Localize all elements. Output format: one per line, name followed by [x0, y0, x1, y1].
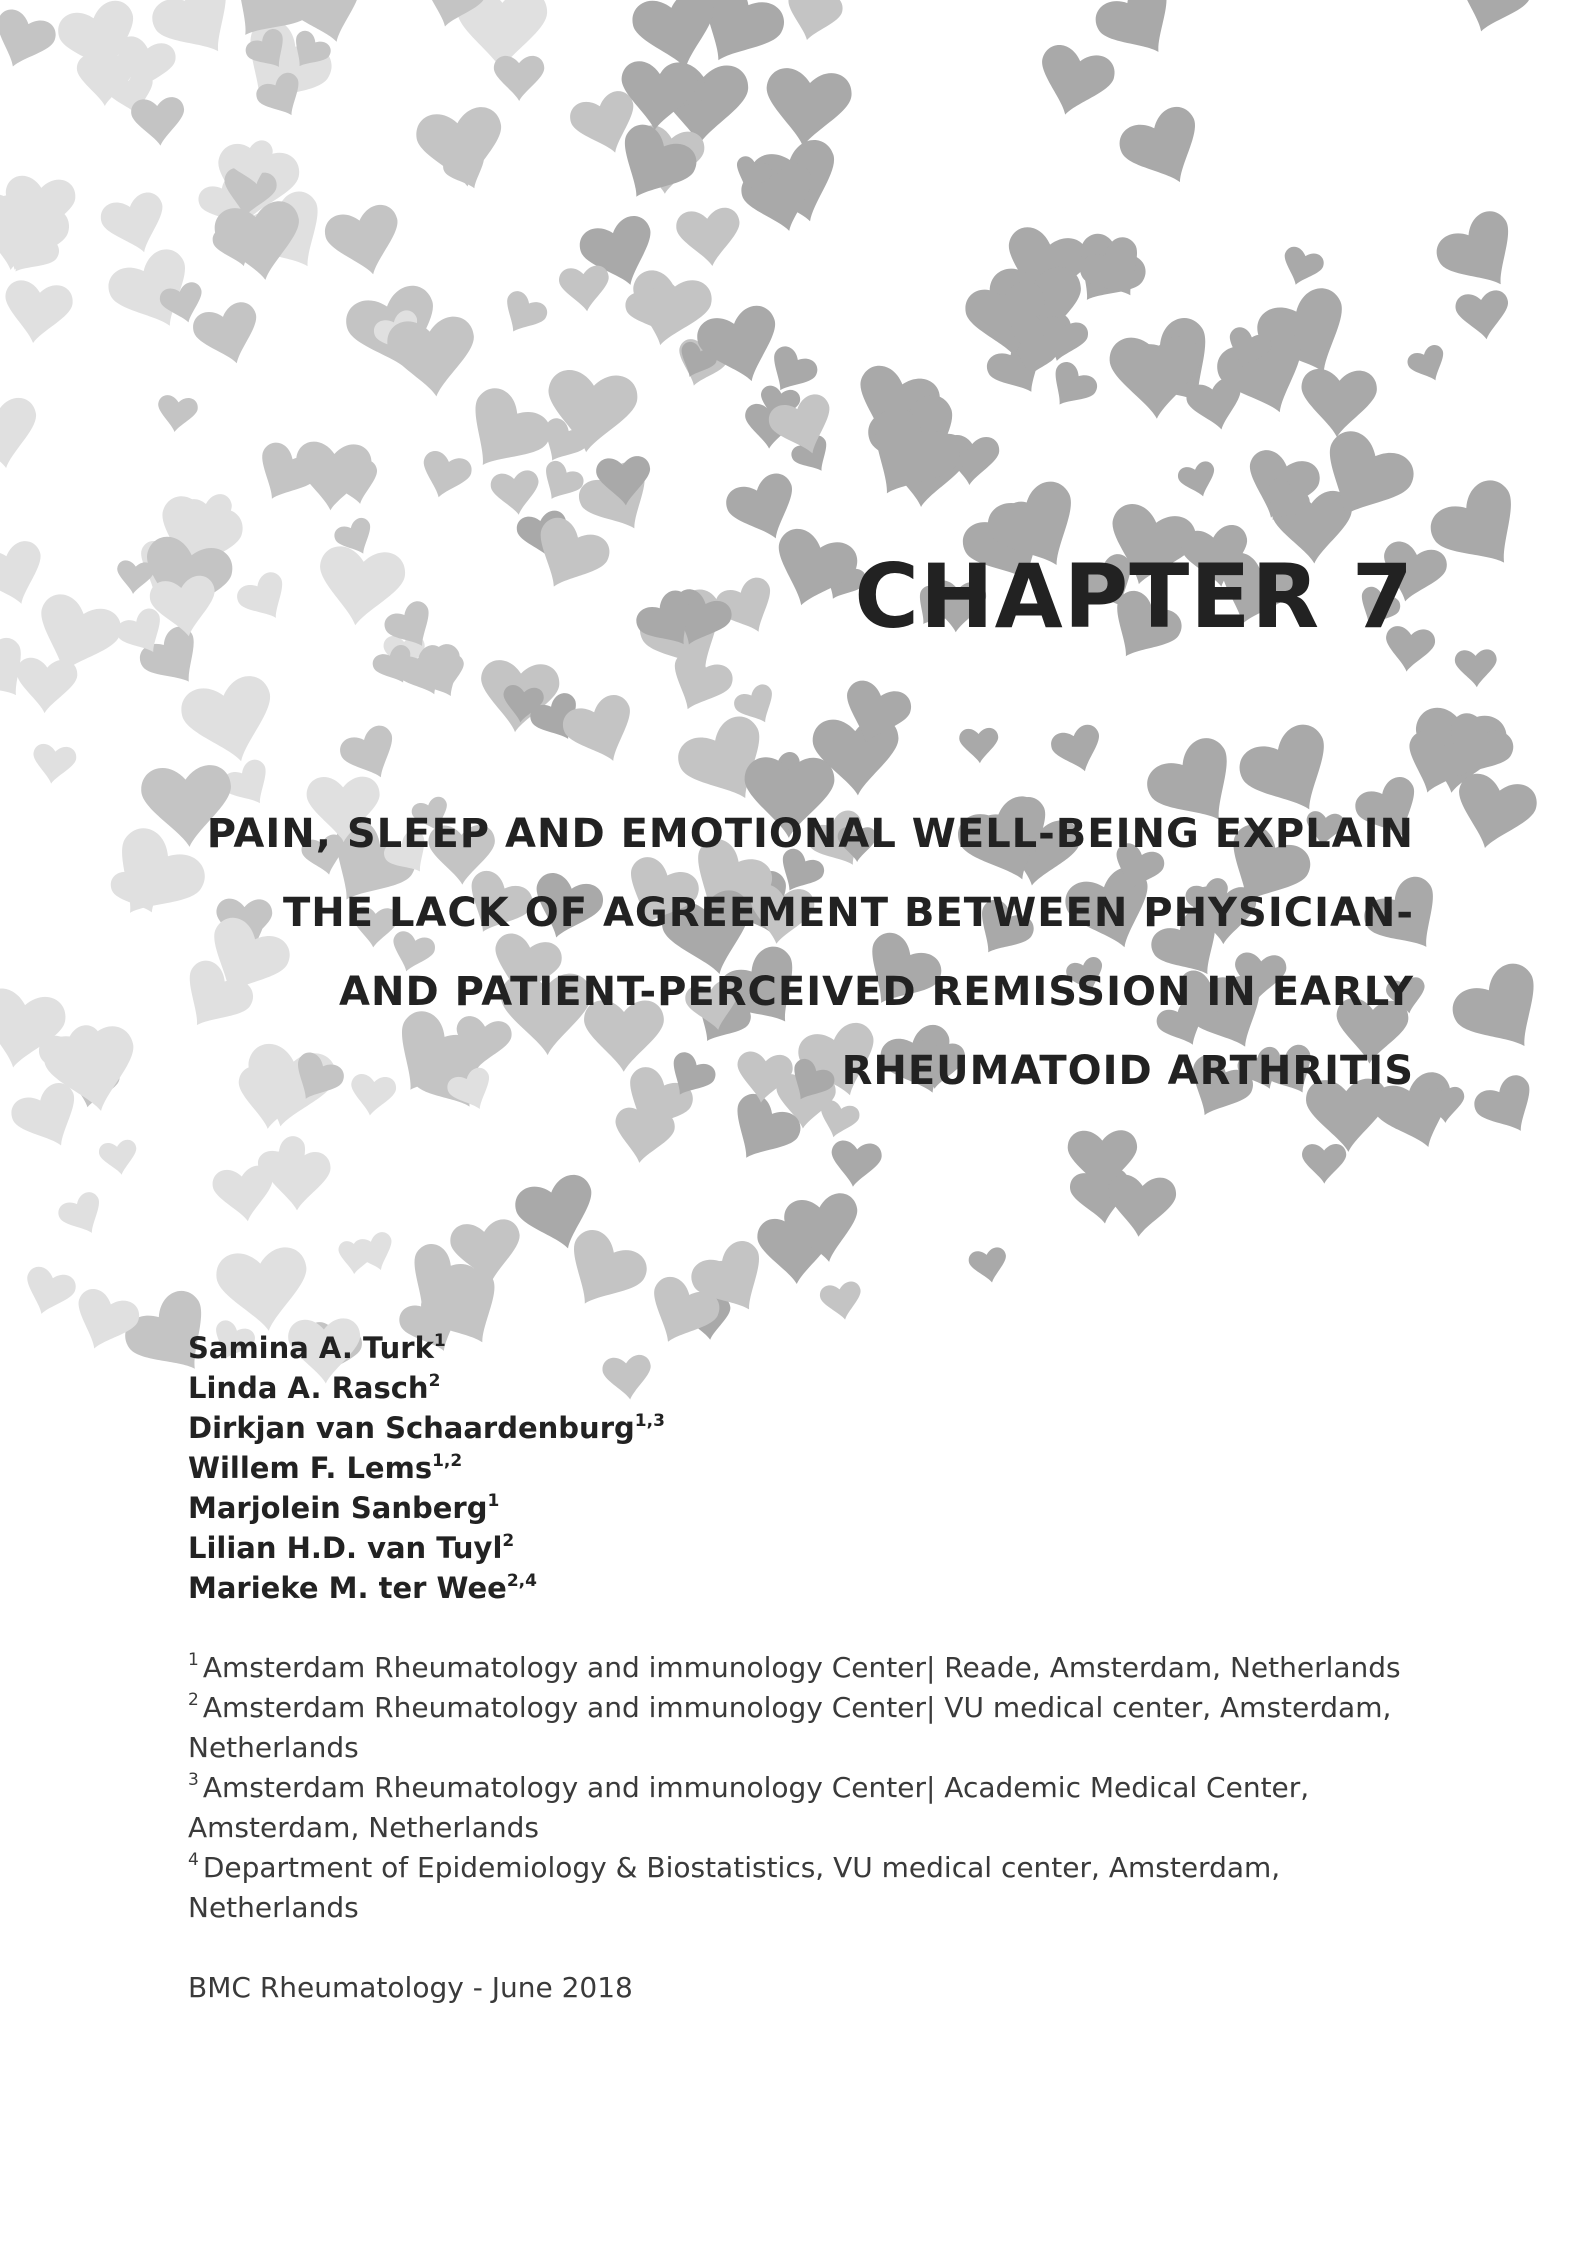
heart-shape	[494, 56, 545, 101]
heart-shape	[148, 574, 221, 642]
heart-shape	[385, 315, 479, 401]
heart-shape	[1302, 1144, 1346, 1184]
affiliation: $^2$ Amsterdam Rheumatology and immunology Center| VU medical center, Amsterdam, Netherlands	[188, 1690, 1392, 1764]
heart-shape	[415, 448, 474, 504]
heart-shape	[413, 104, 509, 193]
author-list	[188, 1328, 665, 1608]
heart-shape	[18, 1264, 79, 1322]
heart-shape	[1113, 101, 1216, 200]
heart-shape	[534, 457, 587, 508]
heart-shape	[967, 1246, 1010, 1286]
heart-shape	[1454, 289, 1513, 343]
author: Willem F. Lems$^{1,2}$	[188, 1451, 463, 1485]
author: Samina A. Turk$^1$	[188, 1331, 446, 1365]
heart-shape	[1030, 41, 1119, 125]
chapter-label: CHAPTER 7	[854, 545, 1414, 648]
citation: BMC Rheumatology - June 2018	[188, 1971, 633, 2004]
heart-shape	[1454, 649, 1497, 688]
author: Linda A. Rasch$^2$	[188, 1371, 441, 1405]
affiliation: $^4$ Department of Epidemiology & Biostatistics, VU medical center, Amsterdam, Netherlands	[188, 1850, 1281, 1924]
heart-shape	[1469, 1070, 1546, 1145]
heart-shape	[558, 264, 612, 313]
heart-shape	[1445, 956, 1562, 1070]
heart-shape	[30, 743, 78, 787]
heart-shape	[0, 278, 75, 347]
heart-shape	[1405, 342, 1453, 388]
heart-shape	[1176, 459, 1221, 501]
author: Dirkjan van Schaardenburg$^{1,3}$	[188, 1411, 665, 1445]
title-line: PAIN, SLEEP AND EMOTIONAL WELL-BEING EXPLAIN	[206, 811, 1414, 857]
heart-shape	[959, 727, 1000, 764]
heart-shape	[494, 287, 550, 342]
heart-shape	[1105, 1173, 1178, 1239]
heart-shape	[828, 1139, 883, 1189]
heart-shape	[489, 469, 542, 518]
heart-shape	[1430, 204, 1534, 305]
heart-shape	[321, 201, 409, 283]
chapter-title	[114, 795, 1414, 1111]
heart-shape	[1447, 0, 1536, 43]
title-line: AND PATIENT-PERCEIVED REMISSION IN EARLY	[339, 969, 1414, 1015]
heart-shape	[1041, 358, 1102, 417]
heart-shape	[1277, 244, 1327, 291]
heart-shape	[189, 299, 267, 373]
heart-shape	[336, 722, 406, 789]
heart-shape	[0, 395, 43, 473]
title-line: THE LACK OF AGREEMENT BETWEEN PHYSICIAN-	[282, 890, 1414, 936]
heart-shape	[0, 6, 60, 77]
heart-shape	[761, 66, 854, 151]
heart-shape	[693, 301, 790, 393]
heart-shape	[155, 394, 199, 435]
affiliation: $^1$ Amsterdam Rheumatology and immunology Center| Reade, Amsterdam, Netherlands	[188, 1650, 1401, 1684]
heart-shape	[98, 1138, 141, 1177]
heart-shape	[130, 96, 187, 148]
affiliation: $^3$ Amsterdam Rheumatology and immunology Center| Academic Medical Center, Amsterdam, Netherlands	[188, 1770, 1310, 1844]
heart-shape	[780, 0, 845, 47]
heart-shape	[1048, 722, 1108, 779]
heart-shape	[211, 1164, 278, 1226]
heart-shape	[233, 568, 297, 630]
author: Marieke M. ter Wee$^{2,4}$	[188, 1571, 537, 1605]
heart-shape	[1299, 368, 1377, 439]
heart-shape	[763, 524, 862, 618]
heart-shape	[55, 1189, 111, 1243]
heart-shape	[675, 206, 744, 269]
affiliation-list	[188, 1648, 1418, 1928]
title-line: RHEUMATOID ARTHRITIS	[841, 1048, 1414, 1094]
heart-shape	[177, 671, 285, 773]
author: Marjolein Sanberg$^1$	[188, 1491, 500, 1525]
author: Lilian H.D. van Tuyl$^2$	[188, 1531, 515, 1565]
heart-shape	[818, 1280, 865, 1323]
heart-shape	[0, 537, 53, 614]
